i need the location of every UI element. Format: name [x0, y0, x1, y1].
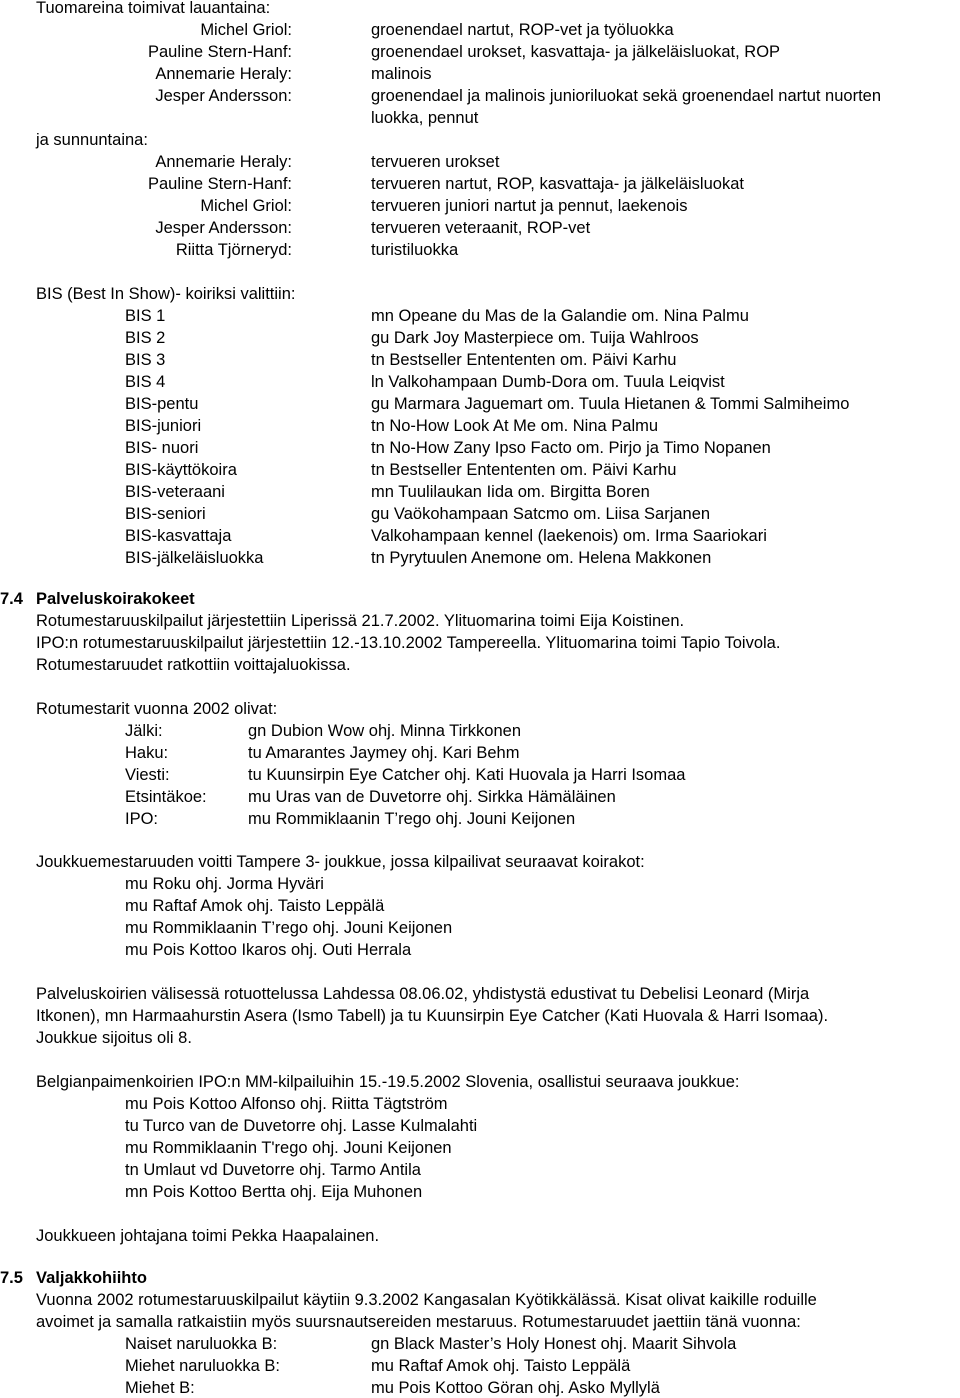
section-title: Palveluskoirakokeet — [36, 590, 195, 608]
judge-task: turistiluokka — [371, 241, 459, 259]
judges-saturday-heading: Tuomareina toimivat lauantaina: — [36, 0, 271, 17]
judge-task: tervueren juniori nartut ja pennut, laekenois — [371, 197, 688, 215]
bis-dog: ln Valkohampaan Dumb-Dora om. Tuula Leiqvist — [371, 373, 725, 391]
paragraph-line: Rotumestaruuskilpailut järjestettiin Liperissä 21.7.2002. Ylituomarina toimi Eija Koistinen. — [36, 612, 685, 630]
mm-team-member: tn Umlaut vd Duvetorre ohj. Tarmo Antila — [125, 1161, 421, 1179]
champion-discipline: Jälki: — [125, 722, 163, 740]
bis-label: BIS-käyttökoira — [125, 461, 237, 479]
bis-label: BIS-seniori — [125, 505, 206, 523]
bis-dog: gu Vaökohampaan Satcmo om. Liisa Sarjanen — [371, 505, 711, 523]
judge-name: Pauline Stern-Hanf: — [148, 43, 292, 61]
judge-task: tervueren nartut, ROP, kasvattaja- ja jälkeläisluokat — [371, 175, 744, 193]
mm-team-member: mu Rommiklaanin T'rego ohj. Jouni Keijonen — [125, 1139, 452, 1157]
champion-discipline: Viesti: — [125, 766, 170, 784]
bis-dog: tn Bestseller Entententen om. Päivi Karhu — [371, 351, 677, 369]
bis-label: BIS-jälkeläisluokka — [125, 549, 264, 567]
judge-name: Michel Griol: — [200, 21, 292, 39]
paragraph-line: Itkonen), mn Harmaahurstin Asera (Ismo Tabell) ja tu Kuunsirpin Eye Catcher (Kati Huovala & Harri Isomaa). — [36, 1007, 829, 1025]
bis-dog: tn Bestseller Entententen om. Päivi Karhu — [371, 461, 677, 479]
judge-task: groenendael urokset, kasvattaja- ja jälkeläisluokat, ROP — [371, 43, 781, 61]
judge-task: malinois — [371, 65, 432, 83]
judges-sunday-heading: ja sunnuntaina: — [36, 131, 148, 149]
team-member: mu Pois Kottoo Ikaros ohj. Outi Herrala — [125, 941, 412, 959]
judge-name: Michel Griol: — [200, 197, 292, 215]
result-class: Naiset naruluokka B: — [125, 1335, 278, 1353]
champion-dog: mu Rommiklaanin T’rego ohj. Jouni Keijonen — [248, 810, 576, 828]
champion-discipline: Haku: — [125, 744, 169, 762]
bis-dog: mn Opeane du Mas de la Galandie om. Nina Palmu — [371, 307, 749, 325]
bis-dog: gu Dark Joy Masterpiece om. Tuija Wahlroos — [371, 329, 699, 347]
bis-label: BIS-juniori — [125, 417, 202, 435]
result-dog: mu Pois Kottoo Göran ohj. Asko Myllylä — [371, 1379, 660, 1397]
judge-task: groenendael nartut, ROP-vet ja työluokka — [371, 21, 674, 39]
judge-task-continuation: luokka, pennut — [371, 109, 479, 127]
result-dog: gn Black Master’s Holy Honest ohj. Maarit Sihvola — [371, 1335, 737, 1353]
bis-heading: BIS (Best In Show)- koiriksi valittiin: — [36, 285, 296, 303]
result-dog: mu Raftaf Amok ohj. Taisto Leppälä — [371, 1357, 631, 1375]
champion-dog: mu Uras van de Duvetorre ohj. Sirkka Hämäläinen — [248, 788, 616, 806]
champion-discipline: IPO: — [125, 810, 159, 828]
champions-heading: Rotumestarit vuonna 2002 olivat: — [36, 700, 278, 718]
mm-heading: Belgianpaimenkoirien IPO:n MM-kilpailuihin 15.-19.5.2002 Slovenia, osallistui seuraava joukkue: — [36, 1073, 740, 1091]
champion-dog: tu Amarantes Jaymey ohj. Kari Behm — [248, 744, 520, 762]
judge-name: Jesper Andersson: — [155, 219, 292, 237]
mm-team-member: mn Pois Kottoo Bertta ohj. Eija Muhonen — [125, 1183, 423, 1201]
judge-name: Annemarie Heraly: — [155, 153, 292, 171]
bis-dog: Valkohampaan kennel (laekenois) om. Irma Saariokari — [371, 527, 767, 545]
judge-task: groenendael ja malinois junioriluokat sekä groenendael nartut nuorten — [371, 87, 882, 105]
paragraph-line: avoimet ja samalla ratkaistiin myös suursnautsereiden mestaruus. Rotumestaruudet jaettiin tänä vuonna: — [36, 1313, 801, 1331]
bis-label: BIS 3 — [125, 351, 166, 369]
paragraph-line: IPO:n rotumestaruuskilpailut järjestettiin 12.-13.10.2002 Tampereella. Ylituomarina toimi Tapio Toivola. — [36, 634, 781, 652]
bis-dog: mn Tuulilaukan Iida om. Birgitta Boren — [371, 483, 650, 501]
bis-label: BIS-pentu — [125, 395, 199, 413]
judge-name: Riitta Tjörneryd: — [175, 241, 292, 259]
bis-dog: tn No-How Look At Me om. Nina Palmu — [371, 417, 659, 435]
paragraph-line: Joukkue sijoitus oli 8. — [36, 1029, 192, 1047]
result-class: Miehet naruluokka B: — [125, 1357, 281, 1375]
team-leader: Joukkueen johtajana toimi Pekka Haapalainen. — [36, 1227, 380, 1245]
bis-label: BIS 2 — [125, 329, 166, 347]
judge-task: tervueren urokset — [371, 153, 500, 171]
section-number: 7.5 — [0, 1269, 23, 1287]
paragraph-line: Palveluskoirien välisessä rotuottelussa Lahdessa 08.06.02, yhdistystä edustivat tu Debelisi Leonard (Mirja — [36, 985, 810, 1003]
champion-dog: tu Kuunsirpin Eye Catcher ohj. Kati Huovala ja Harri Isomaa — [248, 766, 686, 784]
team-member: mu Rommiklaanin T’rego ohj. Jouni Keijonen — [125, 919, 453, 937]
section-title: Valjakkohiihto — [36, 1269, 147, 1287]
judge-name: Annemarie Heraly: — [155, 65, 292, 83]
result-class: Miehet B: — [125, 1379, 195, 1397]
team-heading: Joukkuemestaruuden voitti Tampere 3- joukkue, jossa kilpailivat seuraavat koirakot: — [36, 853, 645, 871]
judge-name: Pauline Stern-Hanf: — [148, 175, 292, 193]
section-number: 7.4 — [0, 590, 23, 608]
bis-label: BIS-kasvattaja — [125, 527, 232, 545]
bis-dog: tn No-How Zany Ipso Facto om. Pirjo ja Timo Nopanen — [371, 439, 771, 457]
mm-team-member: tu Turco van de Duvetorre ohj. Lasse Kulmalahti — [125, 1117, 478, 1135]
team-member: mu Raftaf Amok ohj. Taisto Leppälä — [125, 897, 385, 915]
bis-label: BIS-veteraani — [125, 483, 225, 501]
team-member: mu Roku ohj. Jorma Hyväri — [125, 875, 324, 893]
paragraph-line: Vuonna 2002 rotumestaruuskilpailut käytiin 9.3.2002 Kangasalan Kyötikkälässä. Kisat olivat kaikille roduille — [36, 1291, 817, 1309]
mm-team-member: mu Pois Kottoo Alfonso ohj. Riitta Tägtström — [125, 1095, 448, 1113]
champion-dog: gn Dubion Wow ohj. Minna Tirkkonen — [248, 722, 522, 740]
bis-label: BIS- nuori — [125, 439, 199, 457]
judge-task: tervueren veteraanit, ROP-vet — [371, 219, 591, 237]
bis-label: BIS 4 — [125, 373, 166, 391]
bis-dog: tn Pyrytuulen Anemone om. Helena Makkonen — [371, 549, 712, 567]
bis-label: BIS 1 — [125, 307, 166, 325]
bis-dog: gu Marmara Jaguemart om. Tuula Hietanen & Tommi Salmiheimo — [371, 395, 850, 413]
paragraph-line: Rotumestaruudet ratkottiin voittajaluokissa. — [36, 656, 351, 674]
judge-name: Jesper Andersson: — [155, 87, 292, 105]
champion-discipline: Etsintäkoe: — [125, 788, 207, 806]
